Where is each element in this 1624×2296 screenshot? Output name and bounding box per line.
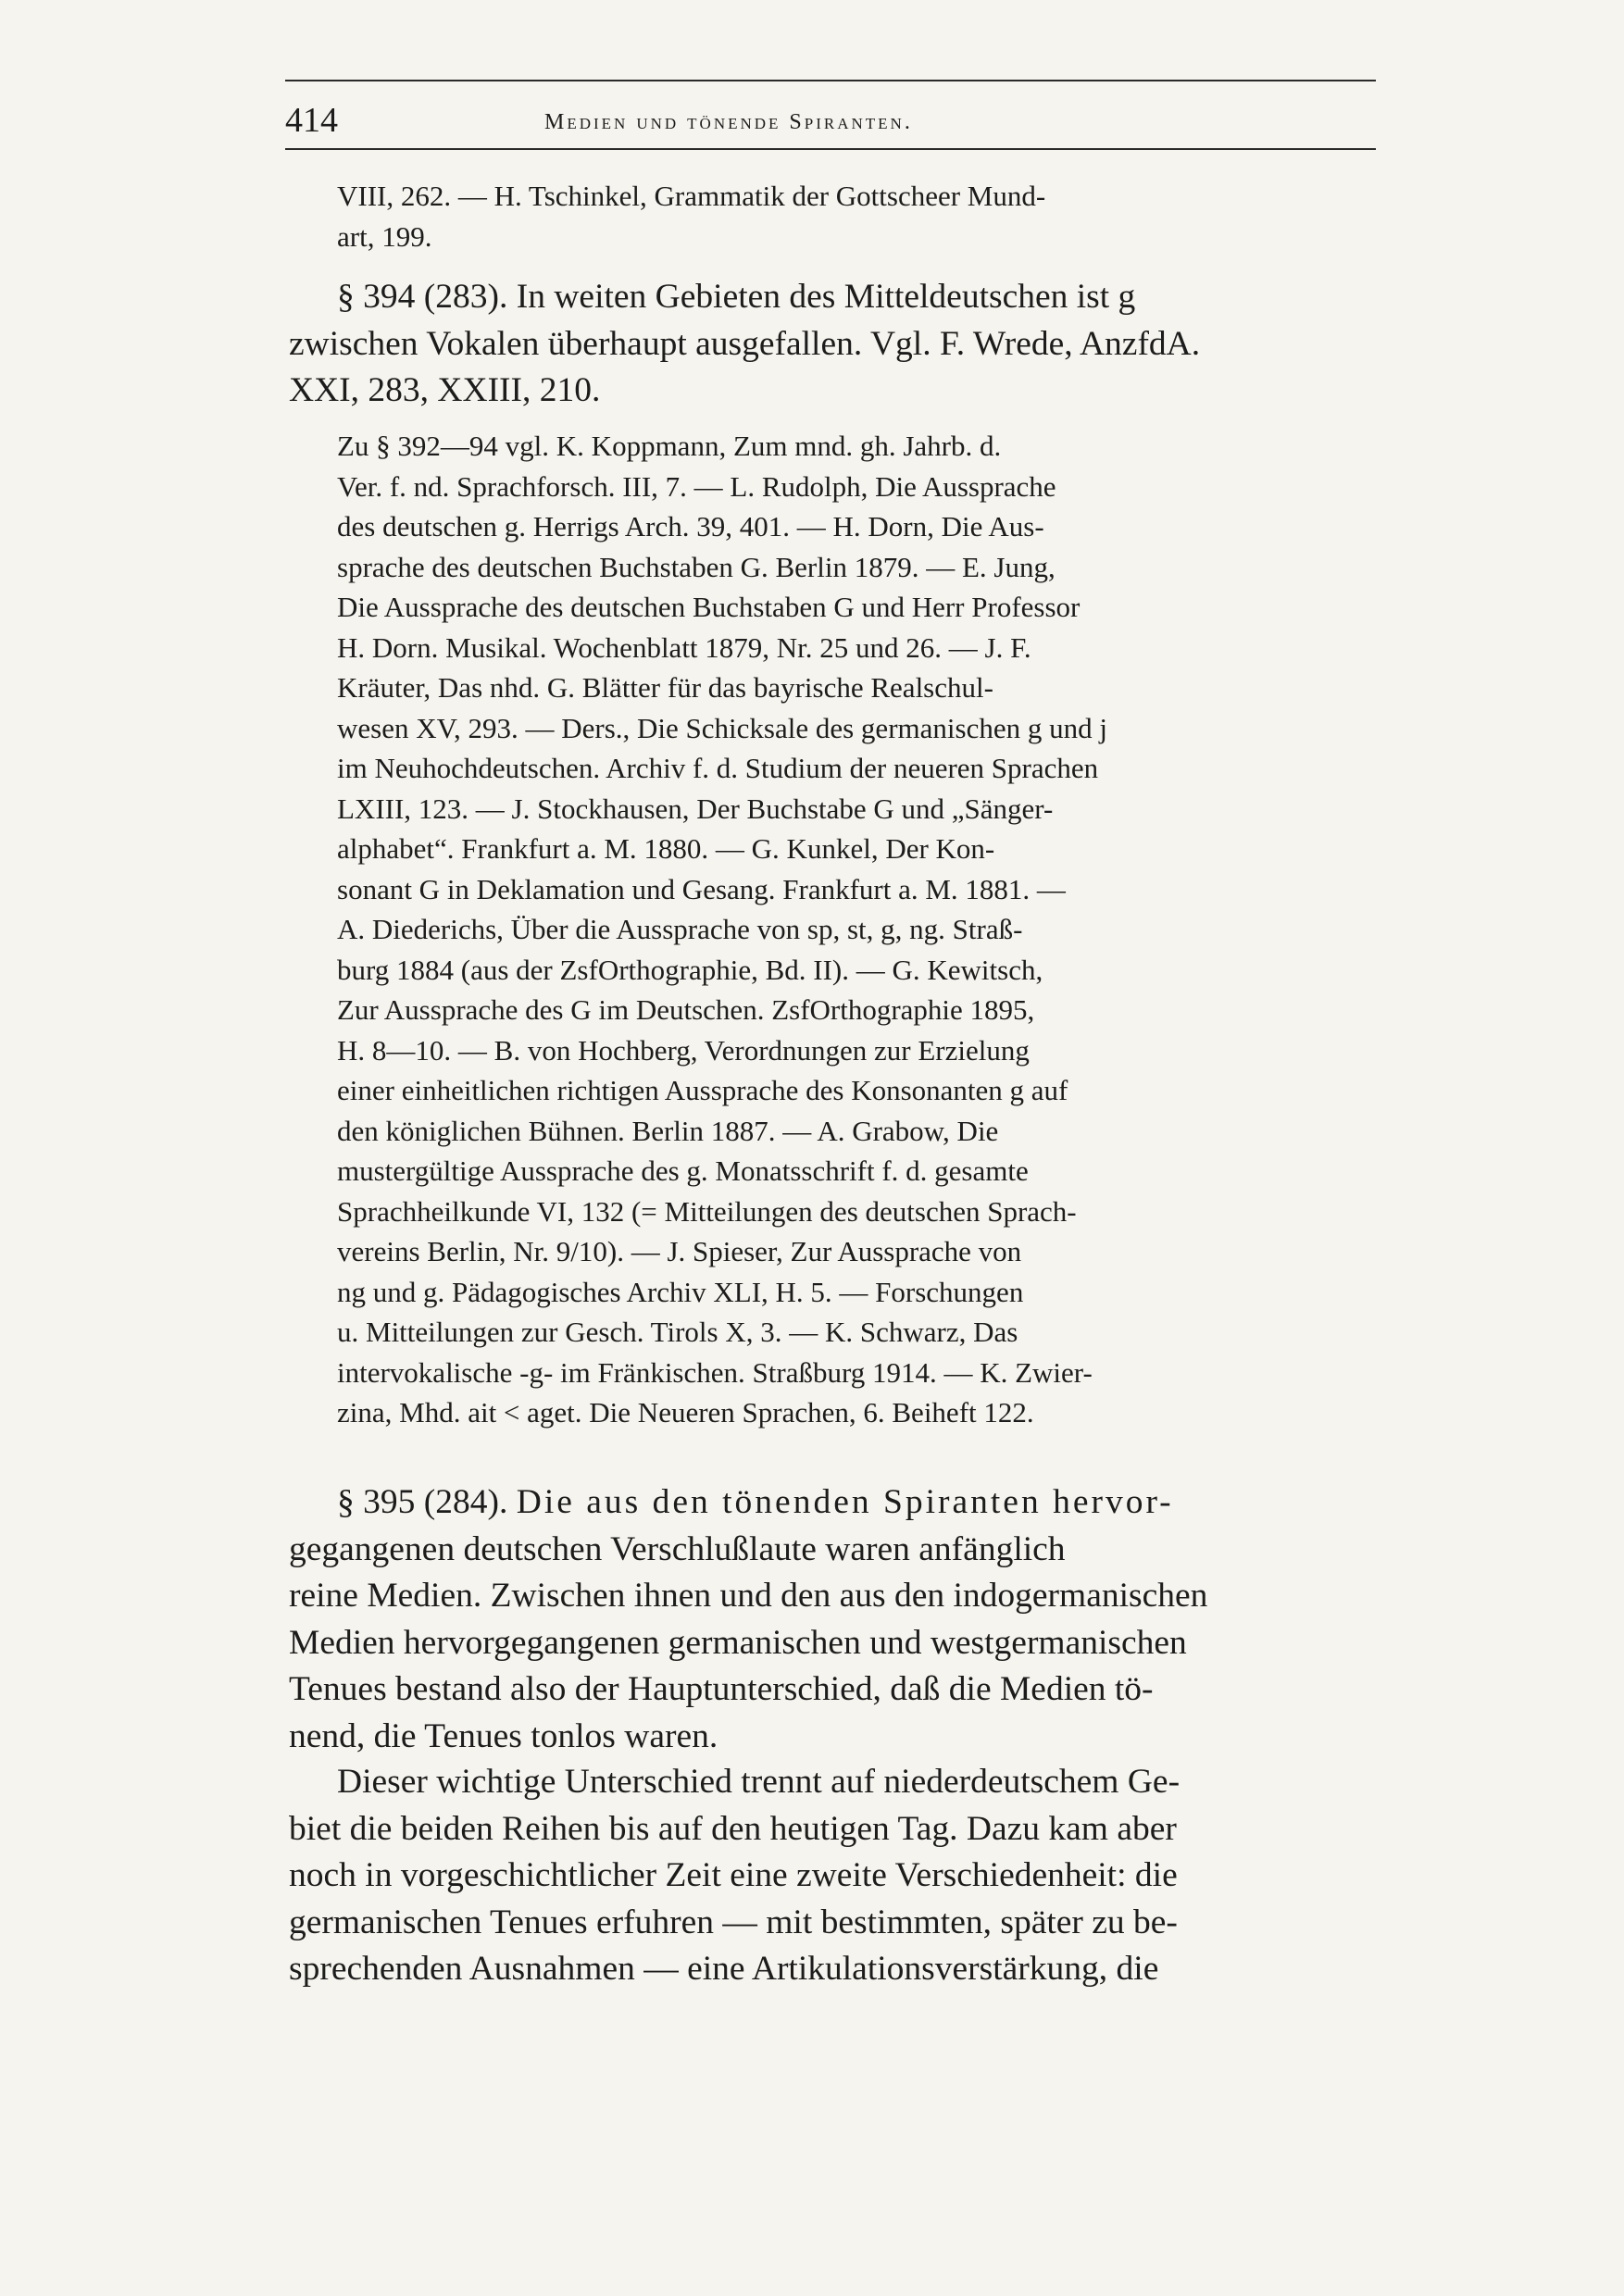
bibliography-line: einer einheitlichen richtigen Aussprache des Konsonanten g auf	[337, 1074, 1068, 1106]
section-395-line: Medien hervorgegangenen germanischen und westgermanischen	[289, 1623, 1187, 1662]
bibliography-line: mustergültige Aussprache des g. Monatsschrift f. d. gesamte	[337, 1154, 1029, 1187]
section-394	[289, 274, 1377, 415]
bibliography-line: vereins Berlin, Nr. 9/10). — J. Spieser, Zur Aussprache von	[337, 1235, 1022, 1267]
paragraph-line: germanischen Tenues erfuhren — mit bestimmten, später zu be-	[289, 1903, 1178, 1941]
section-395-line: nend, die Tenues tonlos waren.	[289, 1716, 718, 1755]
section-394-line: XXI, 283, XXIII, 210.	[289, 371, 601, 409]
section-395-mark: § 395 (284).	[337, 1483, 508, 1521]
bibliography-line: sonant G in Deklamation und Gesang. Frankfurt a. M. 1881. —	[337, 872, 1066, 905]
bibliography-line: zina, Mhd. ait < aget. Die Neueren Sprachen, 6. Beiheft 122.	[337, 1396, 1034, 1429]
bibliography-line: Ver. f. nd. Sprachforsch. III, 7. — L. Rudolph, Die Aussprache	[337, 469, 1056, 503]
paragraph-line: noch in vorgeschichtlicher Zeit eine zweite Verschiedenheit: die	[289, 1856, 1178, 1894]
bibliography-line: Kräuter, Das nhd. G. Blätter für das bayrische Realschul-	[337, 671, 993, 704]
bibliography-line: des deutschen g. Herrigs Arch. 39, 401. — H. Dorn, Die Aus-	[337, 510, 1044, 543]
paragraph-line: Dieser wichtige Unterschied trennt auf niederdeutschem Ge-	[337, 1763, 1181, 1801]
section-394-line: zwischen Vokalen überhaupt ausgefallen. Vgl. F. Wrede, AnzfdA.	[289, 324, 1201, 363]
bibliography-line: Die Aussprache des deutschen Buchstaben G und Herr Professor	[337, 591, 1081, 623]
bibliography-line: Zu § 392—94 vgl. K. Koppmann, Zum mnd. gh. Jahrb. d.	[337, 430, 1002, 462]
continuation-citation	[289, 176, 1377, 256]
section-395-line: Tenues bestand also der Hauptunterschied, daß die Medien tö-	[289, 1670, 1154, 1708]
bibliography-line: LXIII, 123. — J. Stockhausen, Der Buchstabe G und „Sänger-	[337, 792, 1054, 825]
continuation-line: art, 199.	[337, 219, 432, 253]
header-bottom-rule	[285, 148, 1376, 150]
bibliography-line: im Neuhochdeutschen. Archiv f. d. Studium der neueren Sprachen	[337, 752, 1099, 784]
section-394-mark: § 394 (283).	[337, 278, 508, 316]
bibliography-line: H. Dorn. Musikal. Wochenblatt 1879, Nr. 25 und 26. — J. F.	[337, 630, 1031, 664]
section-394-text: In weiten Gebieten des Mitteldeutschen ist g	[516, 278, 1136, 316]
bibliography-line: ng und g. Pädagogisches Archiv XLI, H. 5. — Forschungen	[337, 1275, 1024, 1308]
continuation-line: VIII, 262. — H. Tschinkel, Grammatik der Gottscheer Mund-	[337, 180, 1046, 212]
bibliography-line: den königlichen Bühnen. Berlin 1887. — A. Grabow, Die	[337, 1114, 999, 1147]
bibliography-line: u. Mitteilungen zur Gesch. Tirols X, 3. — K. Schwarz, Das	[337, 1316, 1018, 1348]
bibliography	[289, 426, 1377, 1433]
bibliography-line: A. Diederichs, Über die Aussprache von sp, st, g, ng. Straß-	[337, 913, 1023, 945]
section-395-line: gegangenen deutschen Verschlußlaute waren anfänglich	[289, 1529, 1066, 1568]
page-header	[285, 98, 1376, 143]
header-top-rule	[285, 80, 1376, 81]
bibliography-line: intervokalische -g- im Fränkischen. Straßburg 1914. — K. Zwier-	[337, 1355, 1093, 1389]
bibliography-line: H. 8—10. — B. von Hochberg, Verordnungen zur Erzielung	[337, 1033, 1030, 1067]
bibliography-line: Zur Aussprache des G im Deutschen. ZsfOrthographie 1895,	[337, 993, 1035, 1026]
bibliography-line: alphabet“. Frankfurt a. M. 1880. — G. Kunkel, Der Kon-	[337, 832, 995, 865]
paragraph-line: sprechenden Ausnahmen — eine Artikulationsverstärkung, die	[289, 1950, 1159, 1988]
running-title: Medien und tönende Spiranten.	[544, 110, 913, 134]
section-395-line: reine Medien. Zwischen ihnen und den aus den indogermanischen	[289, 1577, 1208, 1615]
paragraph-line: biet die beiden Reihen bis auf den heutigen Tag. Dazu kam aber	[289, 1809, 1177, 1848]
paragraph-2	[289, 1759, 1377, 1993]
bibliography-line: burg 1884 (aus der ZsfOrthographie, Bd. II). — G. Kewitsch,	[337, 953, 1043, 986]
page-number: 414	[285, 101, 338, 140]
section-395	[289, 1479, 1377, 1760]
section-395-text: Die aus den tönenden Spiranten hervor-	[516, 1483, 1174, 1521]
bibliography-line: wesen XV, 293. — Ders., Die Schicksale des germanischen g und j	[337, 711, 1107, 744]
bibliography-line: sprache des deutschen Buchstaben G. Berlin 1879. — E. Jung,	[337, 550, 1056, 583]
bibliography-line: Sprachheilkunde VI, 132 (= Mitteilungen des deutschen Sprach-	[337, 1194, 1077, 1228]
